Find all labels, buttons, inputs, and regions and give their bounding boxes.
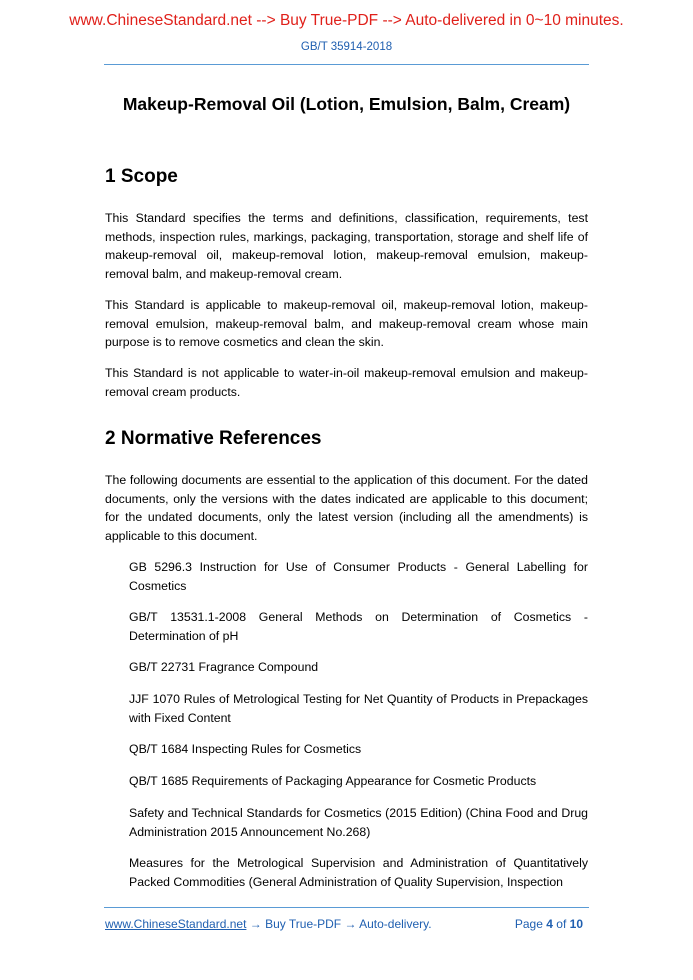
- references-intro-paragraph: The following documents are essential to the application of this document. For the dated documents, only the versions with the dates indicated are applicable to this document; for the undated documents, only the latest version (including all the amendments) is applicable to this document.: [105, 473, 588, 543]
- footer-site-link[interactable]: www.ChineseStandard.net: [105, 917, 247, 931]
- reference-item: GB/T 22731 Fragrance Compound: [129, 660, 319, 674]
- reference-item: QB/T 1684 Inspecting Rules for Cosmetics: [129, 742, 362, 756]
- reference-item: Safety and Technical Standards for Cosmetics (2015 Edition) (China Food and Drug Administration 2015 Announcement No.268): [129, 806, 588, 839]
- reference-item: GB/T 13531.1-2008 General Methods on Determination of Cosmetics - Determination of pH: [129, 610, 588, 643]
- page-current: 4: [546, 917, 553, 931]
- footer-divider: [104, 907, 589, 908]
- scope-paragraph-2: This Standard is applicable to makeup-removal oil, makeup-removal lotion, makeup-removal emulsion, makeup-removal balm, and makeup-removal cream whose main purpose is to remove cosmetics and clean the skin.: [105, 298, 588, 349]
- page-indicator: [515, 917, 583, 931]
- section-heading-scope: 1 Scope: [105, 166, 178, 187]
- reference-item: JJF 1070 Rules of Metrological Testing for Net Quantity of Products in Prepackages with Fixed Content: [129, 692, 588, 725]
- section-heading-normative-references: 2 Normative References: [105, 428, 322, 449]
- reference-item: Measures for the Metrological Supervision and Administration of Quantitatively Packed Commodities (General Administration of Quality Supervision, Inspection: [129, 856, 588, 889]
- document-title: Makeup-Removal Oil (Lotion, Emulsion, Balm, Cream): [122, 94, 571, 114]
- scope-paragraph-3: This Standard is not applicable to water-in-oil makeup-removal emulsion and makeup-removal cream products.: [105, 366, 588, 399]
- page-footer: [105, 917, 588, 931]
- page-label: Page: [514, 917, 543, 931]
- footer-trail-text: → Buy True-PDF → Auto-delivery.: [246, 917, 432, 931]
- reference-item: QB/T 1685 Requirements of Packaging Appearance for Cosmetic Products: [129, 774, 537, 788]
- promo-banner: www.ChineseStandard.net --> Buy True-PDF --> Auto-delivered in 0~10 minutes.: [69, 12, 624, 29]
- page-of-label: of: [556, 917, 567, 931]
- reference-item: GB 5296.3 Instruction for Use of Consumer Products - General Labelling for Cosmetics: [129, 560, 588, 593]
- header-divider: [104, 64, 589, 65]
- standard-code: GB/T 35914-2018: [300, 41, 393, 53]
- page-total: 10: [569, 917, 583, 931]
- scope-paragraph-1: This Standard specifies the terms and definitions, classification, requirements, test methods, inspection rules, markings, packaging, transportation, storage and shelf life of makeup-removal oil, makeup-removal lotion, makeup-removal emulsion, makeup-removal balm, and makeup-removal cream.: [105, 211, 588, 281]
